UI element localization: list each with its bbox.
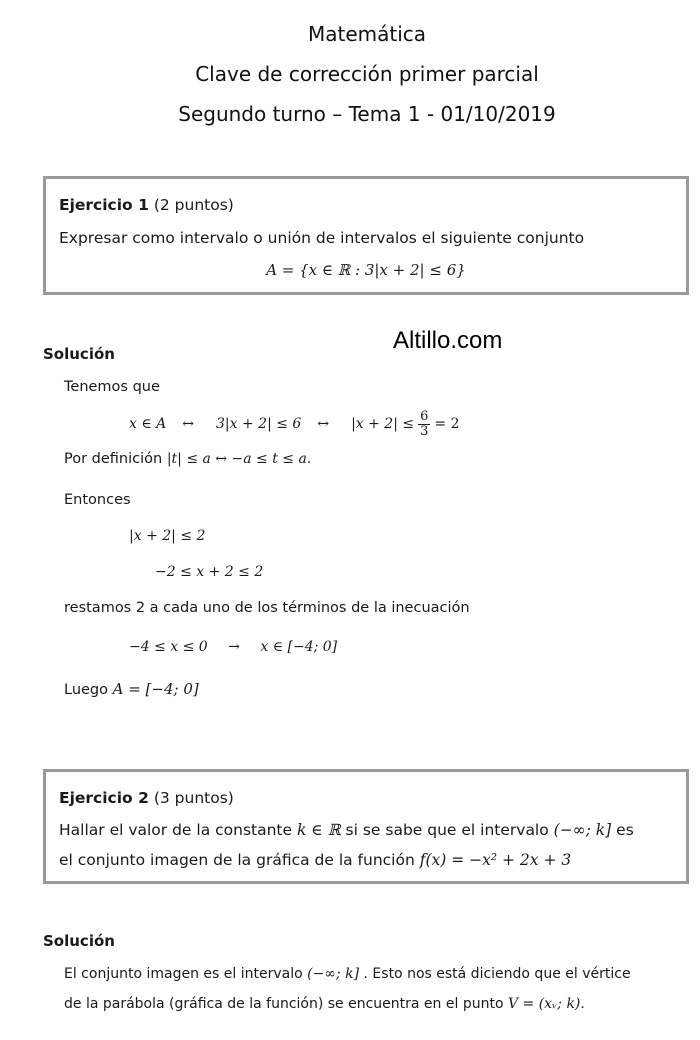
exercise-2-title: Ejercicio 2 (59, 789, 149, 807)
sol2-interval: (−∞; k] (307, 966, 360, 982)
ex2-function: f(x) = −x² + 2x + 3 (419, 851, 572, 869)
exercise-2-box (43, 769, 689, 884)
solution-1-step-2: −2 ≤ x + 2 ≤ 2 (155, 564, 264, 580)
eq-abs-ineq: 3|x + 2| ≤ 6 (216, 416, 302, 432)
solution-2-heading: Solución (43, 932, 115, 950)
eq-abs-pre: |x + 2| ≤ (351, 416, 415, 432)
solution-1-then: Entonces (64, 492, 131, 508)
exercise-1-heading (59, 196, 234, 214)
subject-title: Matemática (307, 22, 427, 46)
ex2-text-2: si se sabe que el intervalo (345, 821, 549, 839)
definition-math: |t| ≤ a ↔ −a ≤ t ≤ a. (166, 451, 312, 467)
ex2-text-4: el conjunto imagen de la gráfica de la función (59, 851, 415, 869)
ex2-text-1: Hallar el valor de la constante (59, 821, 293, 839)
exercise-1-box (43, 176, 689, 295)
conclusion-text: Luego (64, 682, 109, 698)
eq-result: = 2 (434, 416, 460, 432)
eq-arrow-1: ↔ (182, 416, 195, 432)
solution-1-step-3 (129, 639, 337, 655)
solution-1-definition (64, 451, 311, 467)
exercise-1-set: A = {x ∈ ℝ : 3|x + 2| ≤ 6} (266, 261, 466, 279)
definition-text: Por definición (64, 451, 163, 467)
sol2-text-1: El conjunto imagen es el intervalo (64, 966, 303, 982)
exercise-2-statement-line-2 (59, 851, 571, 869)
eq-fraction-numerator: 6 (420, 408, 429, 424)
solution-1-heading: Solución (43, 345, 115, 363)
solution-1-conclusion (64, 680, 199, 698)
sol2-text-3: de la parábola (gráfica de la función) se encuentra en el punto (64, 996, 504, 1012)
ex2-text-3: es (616, 821, 634, 839)
exercise-2-statement-line-1 (59, 821, 634, 839)
exercise-1-points: (2 puntos) (153, 196, 234, 214)
solution-2-line-2 (64, 996, 585, 1012)
sol2-text-2: . Esto nos está diciendo que el vértice (363, 966, 631, 982)
conclusion-math: A = [−4; 0] (112, 680, 199, 698)
step-3-arrow: → (228, 639, 240, 655)
eq-x-in-a: x ∈ A (129, 416, 167, 432)
solution-1-intro: Tenemos que (64, 379, 160, 395)
ex2-constant-k: k ∈ ℝ (296, 821, 341, 839)
eq-fraction-denominator: 3 (420, 423, 429, 439)
exercise-2-heading (59, 789, 234, 807)
exercise-1-statement: Expresar como intervalo o unión de intervalos el siguiente conjunto (59, 229, 585, 247)
exercise-1-title: Ejercicio 1 (59, 196, 149, 214)
solution-1-subtract: restamos 2 a cada uno de los términos de la inecuación (64, 600, 470, 616)
watermark-text: Altillo.com (393, 327, 503, 354)
turn-title: Segundo turno – Tema 1 - 01/10/2019 (178, 102, 556, 126)
exam-title: Clave de corrección primer parcial (195, 62, 539, 86)
exercise-2-points: (3 puntos) (153, 789, 234, 807)
eq-fraction (418, 410, 430, 438)
ex2-interval: (−∞; k] (553, 821, 612, 839)
step-3-ineq: −4 ≤ x ≤ 0 (129, 639, 208, 655)
solution-1-step-1: |x + 2| ≤ 2 (129, 528, 206, 544)
sol2-vertex: V = (xᵥ; k). (507, 996, 585, 1012)
eq-arrow-2: ↔ (317, 416, 330, 432)
step-3-interval: x ∈ [−4; 0] (260, 639, 338, 655)
solution-1-equivalence (129, 406, 460, 442)
solution-2-line-1 (64, 966, 631, 982)
